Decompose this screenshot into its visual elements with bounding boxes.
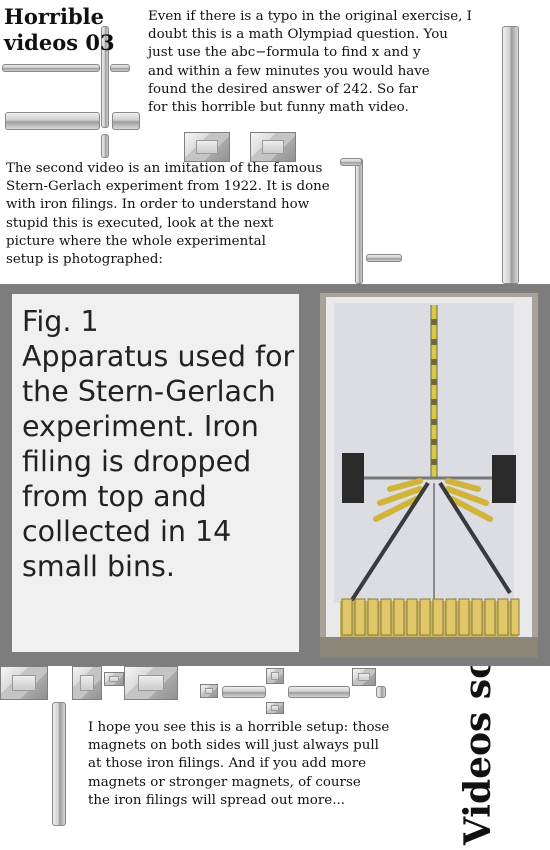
- decorative-block: [200, 684, 218, 698]
- decorative-bar: [101, 134, 109, 158]
- decorative-bar: [5, 112, 100, 130]
- apparatus-illustration: [320, 293, 538, 658]
- decorative-bar: [502, 26, 519, 284]
- decorative-bar: [222, 686, 266, 698]
- closing-paragraph: I hope you see this is a horrible setup: those magnets on both sides will just always pull at those iron filings. And if you add more magnets or stronger magnets, of course the iron filings will spread out more...: [88, 720, 390, 808]
- title-line: Horrible: [4, 4, 104, 29]
- decorative-bar: [112, 112, 140, 130]
- decorative-block: [72, 666, 102, 700]
- decorative-block: [184, 132, 230, 162]
- decorative-bar: [288, 686, 350, 698]
- side-heading: Videos so: [457, 654, 499, 845]
- page-title: [4, 4, 115, 56]
- decorative-bar: [355, 158, 363, 284]
- decorative-block: [250, 132, 296, 162]
- decorative-block: [104, 672, 124, 686]
- decorative-bar: [110, 64, 130, 72]
- decorative-block: [266, 702, 284, 714]
- figure-caption: Fig. 1 Apparatus used for the Stern-Gerlach experiment. Iron filing is dropped from top and collected in 14 small bins.: [22, 305, 295, 583]
- intro-paragraph: Even if there is a typo in the original exercise, I doubt this is a math Olympiad question. You just use the abc−formula to find x and y and within a few minutes you would have found the desired answer of 242. So far for this horrible but funny math video.: [148, 9, 472, 116]
- decorative-bar: [52, 702, 66, 826]
- apparatus-photo: [320, 293, 538, 658]
- decorative-bar: [366, 254, 402, 262]
- decorative-bar: [376, 686, 386, 698]
- decorative-block: [0, 666, 48, 700]
- second-paragraph: The second video is an imitation of the famous Stern-Gerlach experiment from 1922. It is done with iron filings. In order to understand how stupid this is executed, look at the next picture where the whole experimental setup is photographed:: [6, 161, 330, 268]
- decorative-block: [266, 668, 284, 684]
- title-line: videos 03: [4, 30, 115, 55]
- decorative-block: [124, 666, 178, 700]
- decorative-bar: [340, 158, 362, 166]
- decorative-bar: [2, 64, 100, 72]
- decorative-block: [352, 668, 376, 686]
